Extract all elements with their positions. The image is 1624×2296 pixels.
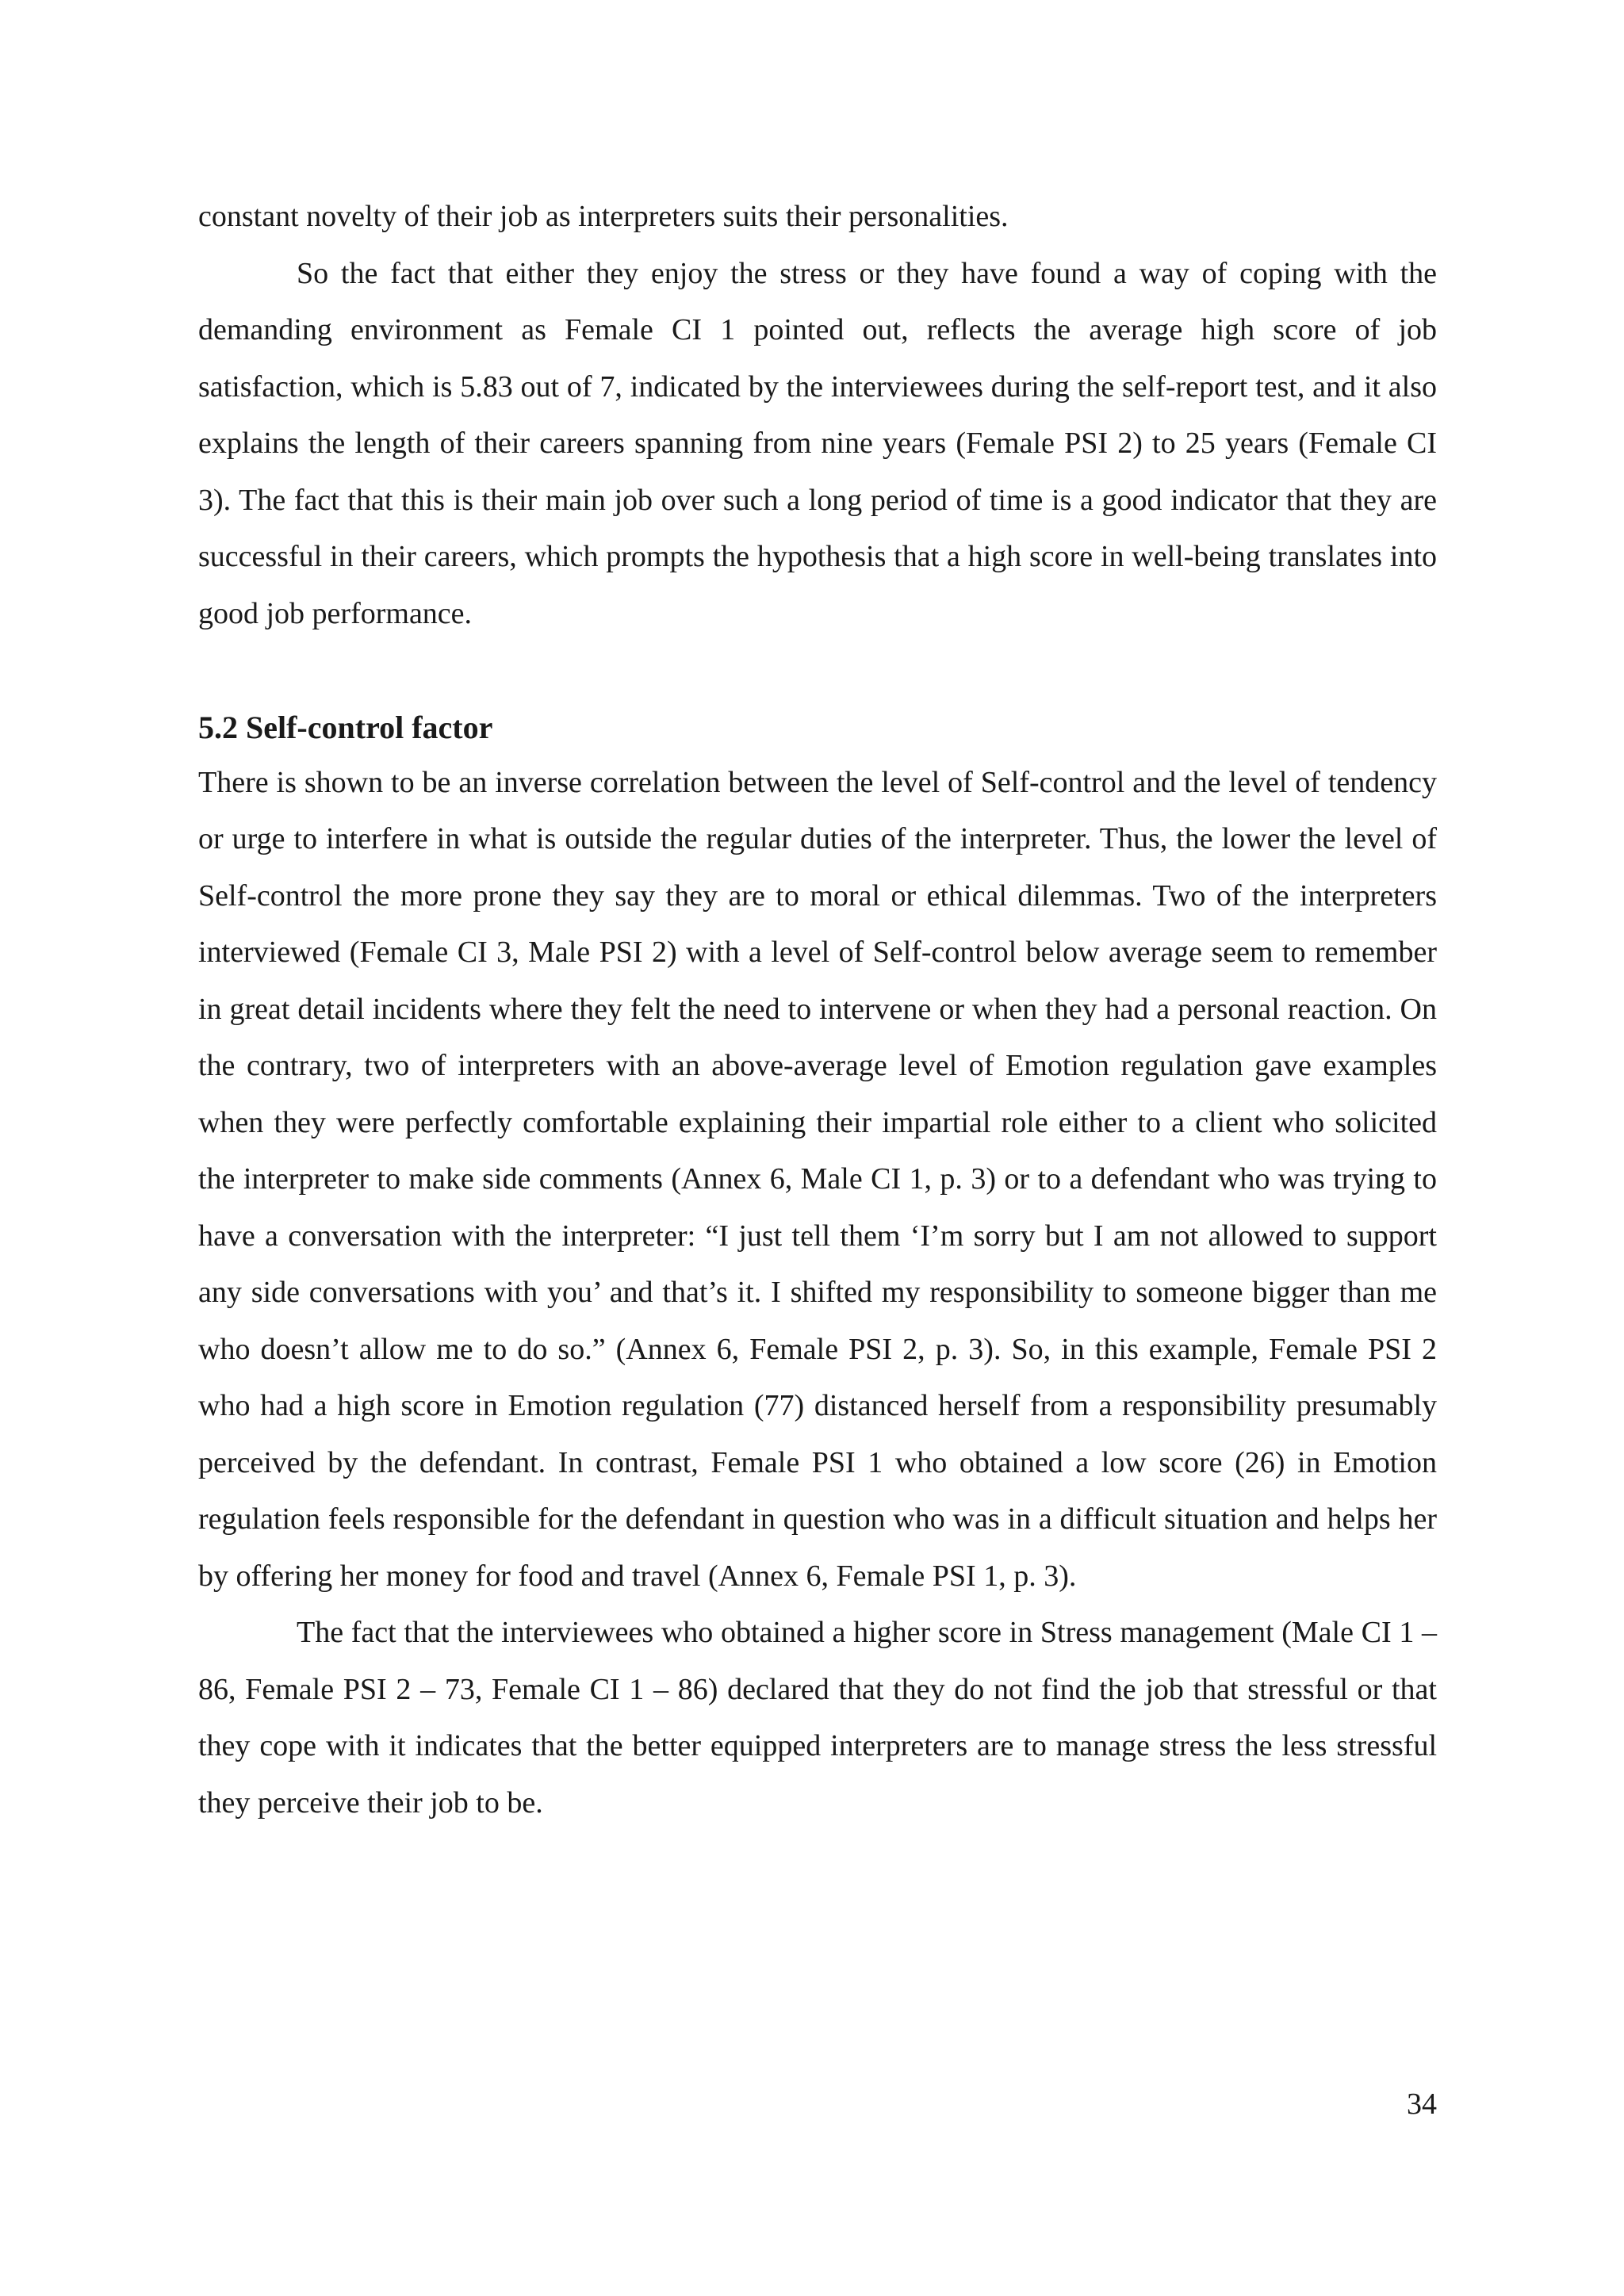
document-page bbox=[198, 189, 1437, 1831]
paragraph-4: The fact that the interviewees who obtained a higher score in Stress management (Male CI 1 – 86, Female PSI 2 – 73, Female CI 1 – 86) declared that they do not find the job that stressful or that they cope with it indicates that the better equipped interpreters are to manage stress the less stressful they perceive their job to be. bbox=[198, 1616, 1437, 1820]
paragraph-2: So the fact that either they enjoy the stress or they have found a way of coping with the demanding environment as Female CI 1 pointed out, reflects the average high score of job satisfaction, which is 5.83 out of 7, indicated by the interviewees during the self-report test, and it also explains the length of their careers spanning from nine years (Female PSI 2) to 25 years (Female CI 3). The fact that this is their main job over such a long period of time is a good indicator that they are successful in their careers, which prompts the hypothesis that a high score in well-being translates into good job performance. bbox=[198, 256, 1437, 630]
paragraph-1: constant novelty of their job as interpreters suits their personalities. bbox=[198, 200, 1009, 233]
page-number: 34 bbox=[1407, 2087, 1437, 2121]
paragraph-3: There is shown to be an inverse correlation between the level of Self-control and the level of tendency or urge to interfere in what is outside the regular duties of the interpreter. Thus, the lower the level of Self-control the more prone they say they are to moral or ethical dilemmas. Two of the interpreters interviewed (Female CI 3, Male PSI 2) with a level of Self-control below average seem to remember in great detail incidents where they felt the need to intervene or when they had a personal reaction. On the contrary, two of interpreters with an above-average level of Emotion regulation gave examples when they were perfectly comfortable explaining their impartial role either to a client who solicited the interpreter to make side comments (Annex 6, Male CI 1, p. 3) or to a defendant who was trying to have a conversation with the interpreter: “I just tell them ‘I’m sorry but I am not allowed to support any side conversations with you’ and that’s it. I shifted my responsibility to someone bigger than me who doesn’t allow me to do so.” (Annex 6, Female PSI 2, p. 3). So, in this example, Female PSI 2 who had a high score in Emotion regulation (77) distanced herself from a responsibility presumably perceived by the defendant. In contrast, Female PSI 1 who obtained a low score (26) in Emotion regulation feels responsible for the defendant in question who was in a difficult situation and helps her by offering her money for food and travel (Annex 6, Female PSI 1, p. 3). bbox=[198, 765, 1437, 1593]
section-heading: 5.2 Self-control factor bbox=[198, 710, 493, 745]
